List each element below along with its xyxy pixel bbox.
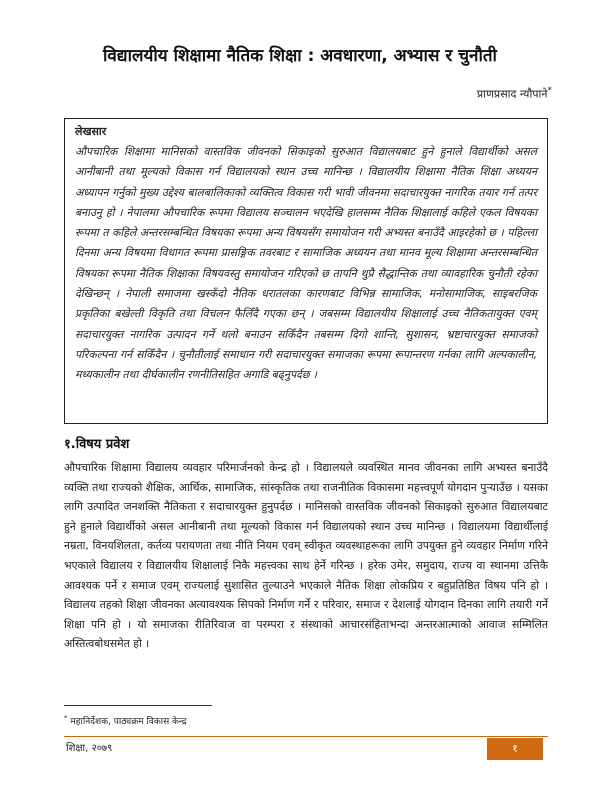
page-number-badge: १ — [487, 738, 543, 760]
abstract-text: औपचारिक शिक्षामा मानिसको वास्तविक जीवनको सिकाइको सुरुआत विद्यालयबाट हुने हुनाले विद्यार्थीको असल आनीबानी तथा मूल्यको विकास गर्न विद्यालयको स्थान उच्च मानिन्छ । विद्यालयीय शिक्षामा नैतिक शिक्षा अध्ययन अध्यापन गर्नुको मुख्य उद्देश्य बालबालिकाको व्यक्तित्व विकास गरी भावी जीवनमा सदाचारयुक्त नागरिक तयार गर्न तत्पर बनाउनु हो । नेपालमा औपचारिक रूपमा विद्यालय सञ्चालन भएदेखि हालसम्म नैतिक शिक्षालाई कहिले एकल विषयका रूपमा त कहिले अन्तरसम्बन्धित विषयका रूपमा अन्य विषयसँग समायोजन गरी अभ्यस्त बनाउँदै आइरहेको छ । पहिल्ला दिनमा अन्य विषयमा विधागत रूपमा प्रासङ्गिक तवरबाट र सामाजिक अध्ययन तथा मानव मूल्य शिक्षामा अन्तरसम्बन्धित विषयका रूपमा नैतिक शिक्षाका विषयवस्तु समायोजन गरिएको छ तापनि थुप्रै सैद्धान्तिक तथा व्यावहारिक चुनौती रहेका देखिन्छन् । नेपाली समाजमा खस्कँदो नैतिक धरातलका कारणबाट विभिन्न सामाजिक, मनोसामाजिक, साइबरजिक प्रकृतिका बखेल्ती विकृति तथा विचलन फैलिँदै गएका छन् । जबसम्म विद्यालयीय शिक्षालाई उच्च नैतिकतायुक्त एवम् सदाचारयुक्त नागरिक उत्पादन गर्ने थलो बनाउन सकिँदैन तबसम्म दिगो शान्ति, सुशासन, भ्रष्टाचारयुक्त समाजको परिकल्पना गर्न सकिँदैन । चुनौतीलाई समाधान गरी सदाचारयुक्त समाजका रूपमा रूपान्तरण गर्नका लागि अल्पकालीन, मध्यकालीन तथा दीर्घकालीन रणनीतिसहित अगाडि बढ्नुपर्दछ । — [75, 145, 537, 382]
author-footnote-mark: * — [547, 86, 552, 96]
footer-divider — [64, 736, 548, 737]
abstract-heading: लेखसार — [75, 125, 107, 138]
section-body-text: औपचारिक शिक्षामा विद्यालय व्यवहार परिमार्जनको केन्द्र हो । विद्यालयले व्यवस्थित मानव जीवनका लागि अभ्यस्त बनाउँदै व्यक्ति तथा राज्यको शैक्षिक, आर्थिक, सामाजिक, सांस्कृतिक तथा राजनीतिक विकासमा महत्त्वपूर्ण योगदान पुऱ्याउँछ । यसका लागि उत्पादित जनशक्ति नैतिकता र सदाचारयुक्त हुनुपर्दछ । मानिसको वास्तविक जीवनको सिकाइको सुरुआत विद्यालयबाट हुने हुनाले विद्यार्थीको असल आनीबानी तथा मूल्यको विकास गर्न विद्यालयको स्थान उच्च मानिन्छ । विद्यालयमा विद्यार्थीलाई नम्रता, विनयशिलता, कर्तव्य परायणता तथा नीति नियम एवम् स्वीकृत व्यवस्थाहरूका लागि उपयुक्त हुने व्यवहार निर्माण गरिने भएकाले विद्यालय र विद्यालयीय शिक्षालाई निकै महत्त्वका साथ हेर्ने गरिन्छ । हरेक उमेर, समुदाय, राज्य वा स्थानमा उत्तिकै आवश्यक पर्ने र समाज एवम् राज्यलाई सुशासित तुल्याउने भएकाले नैतिक शिक्षा लोकप्रिय र बहुप्रतिष्ठित विषय पनि हो । विद्यालय तहको शिक्षा जीवनका अत्यावश्यक सिपको निर्माण गर्ने र परिवार, समाज र देशलाई योगदान दिनका लागि तयारी गर्ने शिक्षा पनि हो । यो समाजका रीतिरिवाज वा परम्परा र संस्थाको आचारसंहिताभन्दा अन्तरआत्माको आवाज सम्मिलित अस्तित्वबोधसमेत हो । — [64, 461, 548, 651]
footnote-text: महानिर्देशक, पाठ्यक्रम विकास केन्द्र — [70, 717, 187, 727]
footnote-divider — [64, 705, 212, 706]
abstract-box — [64, 118, 548, 424]
article-title: विद्यालयीय शिक्षामा नैतिक शिक्षा : अवधारणा, अभ्यास र चुनौती — [103, 46, 497, 66]
author-name — [477, 84, 552, 102]
author-name-text: प्राणप्रसाद न्यौपाने — [476, 87, 548, 101]
footer-journal-name: शिक्षा, २०७९ — [66, 743, 113, 754]
section-heading: १.विषय प्रवेश — [64, 437, 130, 452]
footnote-mark: * — [64, 714, 68, 722]
footnote — [64, 712, 186, 728]
